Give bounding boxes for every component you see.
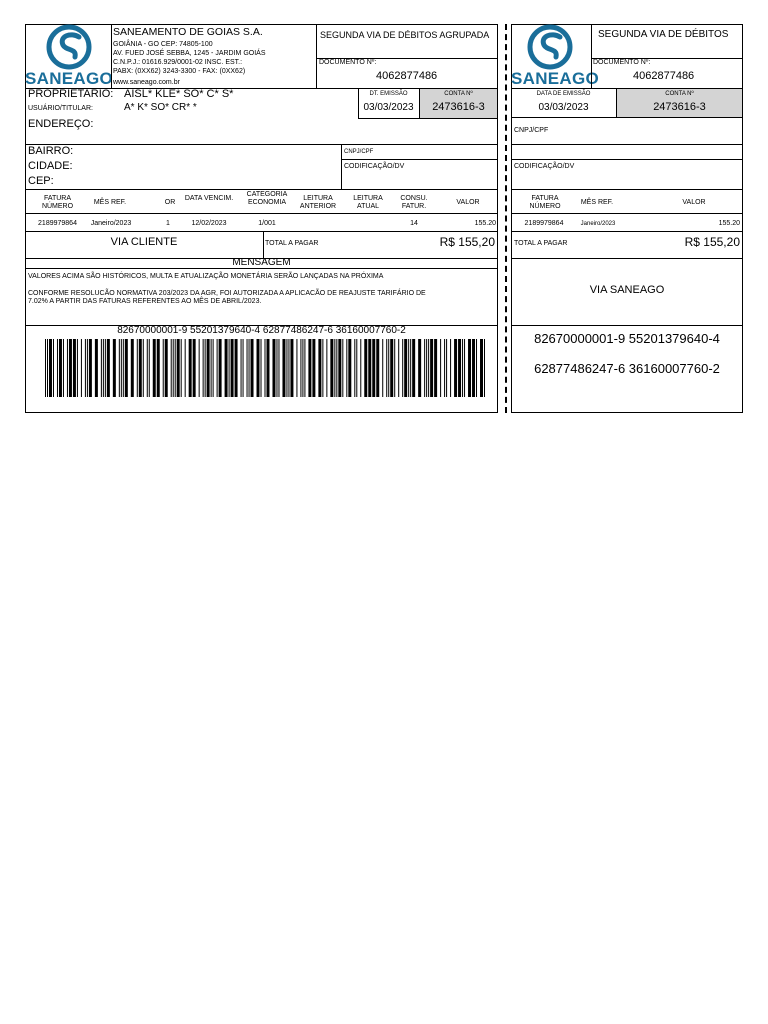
- left-dt-emissao-value: 03/03/2023: [363, 102, 414, 113]
- barcode-bar: [251, 339, 254, 397]
- barcode-bar: [63, 339, 64, 397]
- barcode-bar: [257, 339, 260, 397]
- right-barcode-line-1: 82670000001-9 55201379640-4: [534, 331, 720, 346]
- right-cnpj-label: CNPJ/CPF: [514, 127, 549, 134]
- barcode-bar: [286, 339, 287, 397]
- company-address-3: C.N.P.J.: 01616.929/0001-02 INSC. EST.:: [113, 59, 243, 66]
- barcode-bar: [73, 339, 76, 397]
- barcode-bar: [354, 339, 355, 397]
- barcode-bar: [326, 339, 327, 397]
- barcode-bar: [261, 339, 262, 397]
- barcode-bar: [81, 339, 82, 397]
- barcode-bar: [85, 339, 86, 397]
- barcode-bar: [49, 339, 52, 397]
- th-mes: MÊS REF.: [93, 199, 127, 206]
- th-leitura-atual-1: LEITURA: [353, 195, 383, 202]
- barcode-bar: [47, 339, 48, 397]
- td-fatura: 2189979864: [38, 220, 77, 227]
- barcode-bar: [288, 339, 289, 397]
- barcode-bar: [424, 339, 425, 397]
- barcode-bar: [171, 339, 172, 397]
- barcode-bar: [249, 339, 250, 397]
- barcode-bar: [185, 339, 186, 397]
- barcode-bar: [131, 339, 134, 397]
- barcode-bar: [302, 339, 303, 397]
- left-codificacao-label: CODIFICAÇÃO/DV: [344, 163, 405, 170]
- right-th-valor: VALOR: [682, 199, 706, 206]
- td-vencim: 12/02/2023: [191, 220, 227, 227]
- th-fatura-2: NÚMERO: [41, 203, 74, 210]
- company-name: SANEAMENTO DE GOIAS S.A.: [113, 26, 263, 38]
- barcode-bar: [105, 339, 106, 397]
- right-documento-value: 4062877486: [633, 70, 695, 82]
- barcode-bar: [173, 339, 174, 397]
- bairro-label: BAIRRO:: [28, 145, 74, 157]
- company-website: www.saneago.com.br: [113, 79, 180, 86]
- proprietario-value: AISL* KLE* SO* C* S*: [124, 88, 234, 100]
- barcode-bar: [175, 339, 176, 397]
- barcode-bar: [480, 339, 483, 397]
- barcode-bar: [278, 339, 279, 397]
- right-dt-emissao-value: 03/03/2023: [538, 102, 589, 113]
- barcode-bar: [137, 339, 138, 397]
- barcode-bar: [163, 339, 164, 397]
- via-cliente-label: VIA CLIENTE: [110, 236, 178, 248]
- barcode-bar: [312, 339, 315, 397]
- barcode-bar: [77, 339, 78, 397]
- barcode-bar: [265, 339, 266, 397]
- barcode-bar: [368, 339, 371, 397]
- barcode-bar: [412, 339, 415, 397]
- barcode-bar: [207, 339, 210, 397]
- left-total-label: TOTAL A PAGAR: [265, 240, 319, 247]
- barcode-bar: [149, 339, 150, 397]
- td-or: 1: [166, 220, 170, 227]
- barcode-bar: [376, 339, 379, 397]
- cidade-label: CIDADE:: [28, 160, 73, 172]
- barcode-bar: [113, 339, 116, 397]
- barcode-bar: [304, 339, 305, 397]
- barcode-bar: [394, 339, 395, 397]
- mensagem-line-2: CONFORME RESOLUCÃO NORMATIVA 203/2023 DA AGR, FOI AUTORIZADA A APLICACÃO DE REAJUSTE TARIFÁRIO DE: [28, 290, 426, 297]
- barcode-bar: [147, 339, 148, 397]
- th-valor: VALOR: [456, 199, 480, 206]
- barcode-bar: [360, 339, 361, 397]
- barcode-bar: [426, 339, 427, 397]
- barcode-bar: [388, 339, 389, 397]
- right-th-fatura-2: NÚMERO: [529, 203, 561, 210]
- barcode-bar: [390, 339, 393, 397]
- endereco-label: ENDEREÇO:: [28, 118, 94, 130]
- saneago-logo-text-right: SANEAGO: [511, 69, 600, 88]
- company-address-4: PABX: (0XX62) 3243-3300 - FAX: (0XX62): [113, 68, 246, 75]
- barcode-bar: [458, 339, 461, 397]
- barcode-bar: [418, 339, 421, 397]
- barcode-bar: [121, 339, 122, 397]
- barcode-bar: [231, 339, 234, 397]
- barcode-bar: [308, 339, 311, 397]
- saneago-logo-text: SANEAGO: [25, 69, 114, 88]
- barcode-bar: [330, 339, 333, 397]
- barcode-bar: [382, 339, 383, 397]
- th-leitura-ant-1: LEITURA: [303, 195, 333, 202]
- right-conta-value: 2473616-3: [653, 101, 706, 113]
- barcode-bar: [428, 339, 429, 397]
- barcode-bar: [69, 339, 72, 397]
- th-consu-2: FATUR.: [401, 203, 427, 210]
- right-td-valor: 155.20: [718, 220, 740, 227]
- barcode-bar: [404, 339, 407, 397]
- barcode-bar: [476, 339, 477, 397]
- mensagem-line-3: 7.02% A PARTIR DAS FATURAS REFERENTES AO MÊS DE ABRIL/2023.: [28, 298, 262, 305]
- barcode-bar: [57, 339, 58, 397]
- barcode-bar: [322, 339, 323, 397]
- barcode-bar: [157, 339, 160, 397]
- th-categoria-2: ECONOMIA: [247, 199, 287, 206]
- barcode-bar: [444, 339, 445, 397]
- barcode-bar: [193, 339, 196, 397]
- barcode-bar: [356, 339, 357, 397]
- barcode-bar: [440, 339, 441, 397]
- barcode-bar: [143, 339, 144, 397]
- left-documento-label: DOCUMENTO Nº:: [319, 59, 377, 66]
- barcode-bar: [235, 339, 238, 397]
- barcode-bar: [318, 339, 321, 397]
- barcode-bar: [300, 339, 301, 397]
- barcode-bar: [225, 339, 228, 397]
- barcode-bar: [177, 339, 180, 397]
- barcode-bar: [336, 339, 337, 397]
- barcode-bar: [434, 339, 437, 397]
- barcode-bar: [446, 339, 447, 397]
- barcode-bar: [334, 339, 335, 397]
- barcode-bar: [430, 339, 433, 397]
- left-dt-emissao-label: DT. EMISSÃO: [369, 91, 408, 97]
- right-td-mes: Janeiro/2023: [580, 221, 616, 227]
- barcode-bar: [67, 339, 68, 397]
- usuario-label: USUÁRIO/TITULAR:: [28, 105, 93, 112]
- td-mes: Janeiro/2023: [90, 220, 132, 227]
- barcode-bar: [125, 339, 128, 397]
- barcode-bar: [372, 339, 375, 397]
- right-th-mes: MÊS REF.: [580, 199, 614, 206]
- left-conta-value: 2473616-3: [432, 101, 485, 113]
- left-total-value: R$ 155,20: [439, 235, 495, 249]
- barcode-bar: [472, 339, 475, 397]
- left-conta-label: CONTA Nº: [444, 91, 473, 97]
- barcode-bar: [290, 339, 293, 397]
- left-cnpj-label: CNPJ/CPF: [344, 149, 374, 155]
- th-vencim: DATA VENCIM.: [184, 195, 234, 202]
- barcode-bar: [342, 339, 343, 397]
- barcode-bar: [95, 339, 98, 397]
- barcode-bar: [53, 339, 54, 397]
- barcode-bar: [217, 339, 218, 397]
- right-dt-emissao-label: DATA DE EMISSÃO: [536, 91, 591, 97]
- td-consu: 14: [410, 220, 418, 227]
- company-address-2: AV. FUED JOSÉ SEBBA, 1245 - JARDIM GOIÁS: [113, 50, 266, 57]
- barcode-bar: [59, 339, 62, 397]
- barcode-bar: [219, 339, 222, 397]
- th-leitura-atual-2: ATUAL: [356, 203, 380, 210]
- th-or: OR: [164, 199, 176, 206]
- barcode-bar: [462, 339, 463, 397]
- barcode-bar: [484, 339, 485, 397]
- barcode-bar: [199, 339, 200, 397]
- company-address-1: GOIÂNIA - GO CEP: 74805-100: [113, 41, 213, 48]
- right-conta-label: CONTA Nº: [665, 91, 694, 97]
- mensagem-line-1: VALORES ACIMA SÃO HISTÓRICOS, MULTA E ATUALIZAÇÃO MONETÁRIA SERÃO LANÇADAS NA PRÓXIMA: [28, 273, 384, 280]
- barcode-bar: [89, 339, 92, 397]
- barcode-bar: [267, 339, 270, 397]
- barcode-bar: [203, 339, 204, 397]
- barcode-bar: [272, 339, 275, 397]
- barcode-bar: [153, 339, 156, 397]
- right-title: SEGUNDA VIA DE DÉBITOS: [598, 29, 729, 40]
- barcode-bar: [468, 339, 471, 397]
- barcode-bar: [45, 339, 46, 397]
- barcode-bar: [398, 339, 399, 397]
- barcode-bar: [211, 339, 212, 397]
- saneago-logo-right: [511, 24, 600, 88]
- barcode-bar: [450, 339, 451, 397]
- barcode-bar: [107, 339, 110, 397]
- th-fatura-1: FATURA: [43, 195, 72, 202]
- barcode-bar: [229, 339, 230, 397]
- barcode-bar: [454, 339, 457, 397]
- right-barcode-line-2: 62877486247-6 36160007760-2: [534, 361, 720, 376]
- barcode-bar: [241, 339, 242, 397]
- right-documento-label: DOCUMENTO Nº:: [593, 59, 651, 66]
- barcode-bar: [181, 339, 182, 397]
- right-td-fatura: 2189979864: [524, 220, 564, 227]
- barcode-bar: [364, 339, 367, 397]
- barcode-bar: [247, 339, 248, 397]
- tear-line: [505, 24, 507, 413]
- right-total-label: TOTAL A PAGAR: [514, 240, 568, 247]
- td-categoria: 1/001: [258, 220, 276, 227]
- barcode-bar: [205, 339, 206, 397]
- barcode-bar: [276, 339, 277, 397]
- barcode-bar: [338, 339, 341, 397]
- barcode-bar: [139, 339, 142, 397]
- barcode-bar: [386, 339, 387, 397]
- barcode: [45, 339, 485, 397]
- cep-label: CEP:: [28, 175, 54, 187]
- barcode-bar: [165, 339, 168, 397]
- right-th-fatura-1: FATURA: [531, 195, 559, 202]
- usuario-value: A* K* SO* CR* *: [124, 102, 197, 113]
- barcode-bar: [213, 339, 214, 397]
- saneago-logo: [25, 24, 114, 88]
- barcode-digits: 82670000001-9 55201379640-4 62877486247-6 36160007760-2: [117, 325, 406, 336]
- barcode-bar: [189, 339, 192, 397]
- barcode-bar: [101, 339, 102, 397]
- barcode-bar: [296, 339, 297, 397]
- proprietario-label: PROPRIETARIO:: [28, 88, 114, 100]
- barcode-bar: [123, 339, 124, 397]
- barcode-bar: [410, 339, 411, 397]
- left-documento-value: 4062877486: [376, 70, 438, 82]
- barcode-bar: [103, 339, 104, 397]
- barcode-bar: [119, 339, 120, 397]
- th-consu-1: CONSU.: [400, 195, 428, 202]
- right-total-value: R$ 155,20: [684, 235, 740, 249]
- right-codificacao-label: CODIFICAÇÃO/DV: [514, 163, 575, 170]
- left-title: SEGUNDA VIA DE DÉBITOS AGRUPADA: [320, 30, 490, 40]
- barcode-bar: [348, 339, 351, 397]
- barcode-bar: [87, 339, 88, 397]
- td-valor: 155.20: [474, 220, 496, 227]
- via-saneago-label: VIA SANEAGO: [589, 284, 665, 296]
- th-leitura-ant-2: ANTERIOR: [299, 203, 337, 210]
- barcode-bar: [402, 339, 403, 397]
- barcode-bar: [346, 339, 347, 397]
- barcode-bar: [464, 339, 465, 397]
- barcode-bar: [408, 339, 409, 397]
- barcode-bar: [282, 339, 285, 397]
- th-categoria-1: CATEGORIA: [246, 191, 288, 198]
- barcode-bar: [243, 339, 244, 397]
- mensagem-title: MENSAGEM: [232, 257, 291, 268]
